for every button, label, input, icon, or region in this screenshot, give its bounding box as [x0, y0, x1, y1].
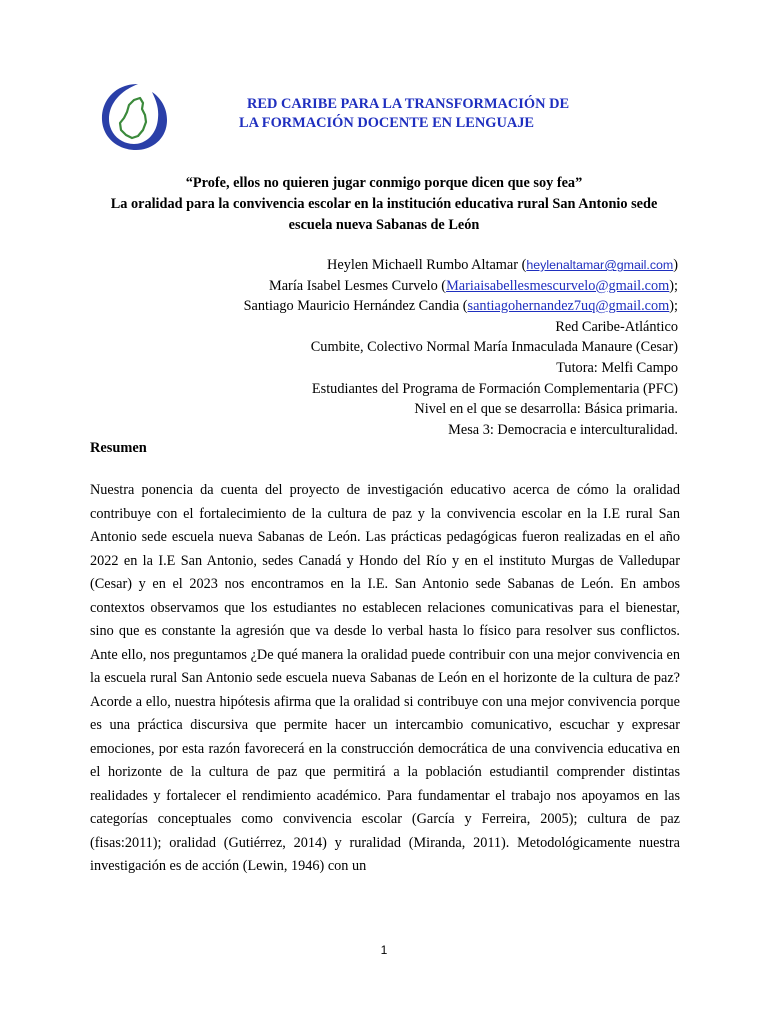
author-3 [58, 296, 678, 317]
author-2-name: María Isabel Lesmes Curvelo ( [269, 277, 447, 294]
author-1 [58, 255, 678, 276]
table-line: Mesa 3: Democracia e interculturalidad. [448, 421, 678, 438]
author-2-email-link[interactable]: Mariaisabellesmescurvelo@gmail.com [446, 277, 670, 294]
institution-line: Cumbite, Colectivo Normal María Inmaculada Manaure (Cesar) [310, 339, 678, 356]
author-3-name: Santiago Mauricio Hernández Candia ( [243, 298, 468, 315]
network-line: Red Caribe-Atlántico [555, 318, 678, 335]
paper-title-quote: “Profe, ellos no quieren jugar conmigo porque dicen que soy fea” [185, 175, 583, 191]
author-3-close: ); [669, 298, 678, 315]
author-3-email-link[interactable]: santiagohernandez7uq@gmail.com [467, 298, 670, 315]
author-2-close: ); [669, 277, 678, 294]
author-1-email-link[interactable]: heylenaltamar@gmail.com [526, 258, 674, 272]
paper-title: La oralidad para la convivencia escolar en la institución educativa rural San Antonio sede escuela nueva Sabanas de León [110, 196, 658, 233]
author-2 [58, 276, 678, 297]
level-line: Nivel en el que se desarrolla: Básica primaria. [414, 401, 678, 418]
author-block [58, 255, 678, 440]
org-name-line-1: RED CARIBE PARA LA TRANSFORMACIÓN DE [247, 96, 570, 112]
org-name-line-2: LA FORMACIÓN DOCENTE EN LENGUAJE [239, 115, 535, 131]
author-1-name: Heylen Michaell Rumbo Altamar ( [327, 257, 527, 273]
page-number: 1 [380, 943, 388, 957]
red-caribe-logo-icon [96, 78, 174, 156]
author-1-close: ) [673, 257, 678, 273]
abstract-paragraph: Nuestra ponencia da cuenta del proyecto de investigación educativo acerca de cómo la oralidad contribuye con el fortalecimiento de la cultura de paz y la convivencia escolar en la I.E rural San Antonio sede escuela nueva Sabanas de León. Las prácticas pedagógicas fueron realizadas en el año 2022 en la I.E San Antonio, sedes Canadá y Hondo del Río y en el instituto Murgas de Valledupar (Cesar) y en el 2023 nos encontramos en la I.E. San Antonio sede Sabanas de León. En ambos contextos observamos que los estudiantes no establecen relaciones comunicativas para el bienestar, sino que es constante la agresión que va desde lo verbal hasta lo físico para resolver sus conflictos. Ante ello, nos preguntamos ¿De qué manera la oralidad puede contribuir con una mejor convivencia en la escuela rural San Antonio sede escuela nueva Sabanas de León en el horizonte de la cultura de paz? Acorde a ello, nuestra hipótesis afirma que la oralidad si contribuye con una mejor convivencia porque es una práctica discursiva que permite hacer un intercambio comunicativo, escuchar y expresar emociones, por esta razón favorecerá en la construcción democrática de una convivencia educativa en el horizonte de la cultura de paz que permitirá a la población estudiantil comprender distintas realidades y fortalecer el rendimiento académico. Para fundamentar el trabajo nos apoyamos en las categorías conceptuales como convivencia escolar (García y Ferreira, 2005); cultura de paz (fisas:2011); oralidad (Gutiérrez, 2014) y ruralidad (Miranda, 2011). Metodológicamente nuestra investigación es de acción (Lewin, 1946) con un [90, 482, 680, 874]
program-line: Estudiantes del Programa de Formación Complementaria (PFC) [311, 380, 678, 397]
abstract-heading: Resumen [90, 440, 147, 456]
tutor-line: Tutora: Melfi Campo [556, 359, 678, 376]
